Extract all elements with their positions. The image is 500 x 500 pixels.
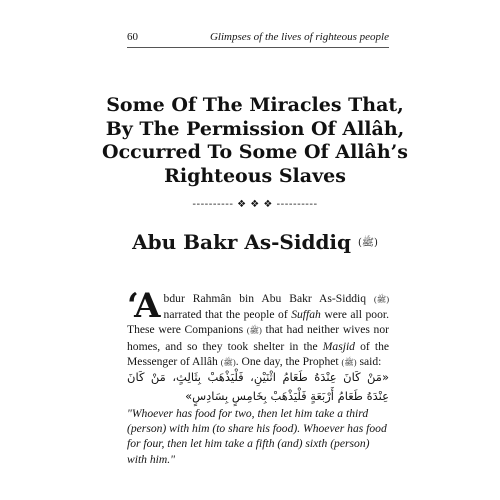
chapter-title-line: Righteous Slaves xyxy=(164,164,346,187)
section-heading xyxy=(120,230,390,256)
drop-cap: ‘A xyxy=(127,286,161,326)
paragraph-text: narrated that the people of xyxy=(163,308,292,322)
chapter-title-line: Some Of The Miracles That, xyxy=(106,94,404,116)
hadith-translation: "Whoever has food for two, then let him take a third (person) with him (to share his food). Whoever has food for four, then let him take a fifth (and) sixth (person) with him." xyxy=(127,407,387,466)
honorific-symbol: (ﷺ) xyxy=(220,357,236,367)
honorific-symbol: (ﷺ) xyxy=(357,237,378,249)
paragraph-text: bdur Rahmân bin Abu Bakr As-Siddiq xyxy=(163,292,374,305)
running-header xyxy=(127,31,389,48)
italic-term: Masjid xyxy=(322,339,355,353)
chapter-title xyxy=(95,94,415,188)
chapter-title-line: By The Permission Of Allâh, xyxy=(105,117,405,140)
paragraph-text: that had neither wives nor homes, and so they took shelter in the xyxy=(127,323,389,353)
body-paragraph xyxy=(127,286,390,370)
chapter-title-line: Occurred To Some Of Allâh’s xyxy=(102,141,408,163)
page-number: 60 xyxy=(127,31,138,43)
italic-term: Suffah xyxy=(291,308,321,322)
paragraph-text: were all poor. These were Companions xyxy=(127,308,390,337)
section-heading-name: Abu Bakr As-Siddiq xyxy=(132,230,352,254)
paragraph-text: said: xyxy=(356,354,382,368)
honorific-symbol: (ﷺ) xyxy=(341,357,357,367)
ornament-divider: ---------- ❖ ❖ ❖ ---------- xyxy=(192,199,318,210)
running-title: Glimpses of the lives of righteous people xyxy=(209,31,389,43)
paragraph-text: of the Messenger of Allâh xyxy=(127,339,390,368)
honorific-symbol: (ﷺ) xyxy=(246,326,262,336)
honorific-symbol: (ﷺ) xyxy=(373,295,389,304)
paragraph-text: . One day, the Prophet xyxy=(235,354,342,368)
arabic-hadith-quote: «مَنْ كَانَ عِنْدَهُ طَعَامُ اثْنَيْنِ، فَلْيَذْهَبْ بِثَالِثٍ، مَنْ كَانَ عِنْدَهُ طَعَامُ أَرْبَعَةٍ فَلْيَذْهَبْ بِخَامِسٍ بِسَادِسٍ» xyxy=(127,370,389,403)
